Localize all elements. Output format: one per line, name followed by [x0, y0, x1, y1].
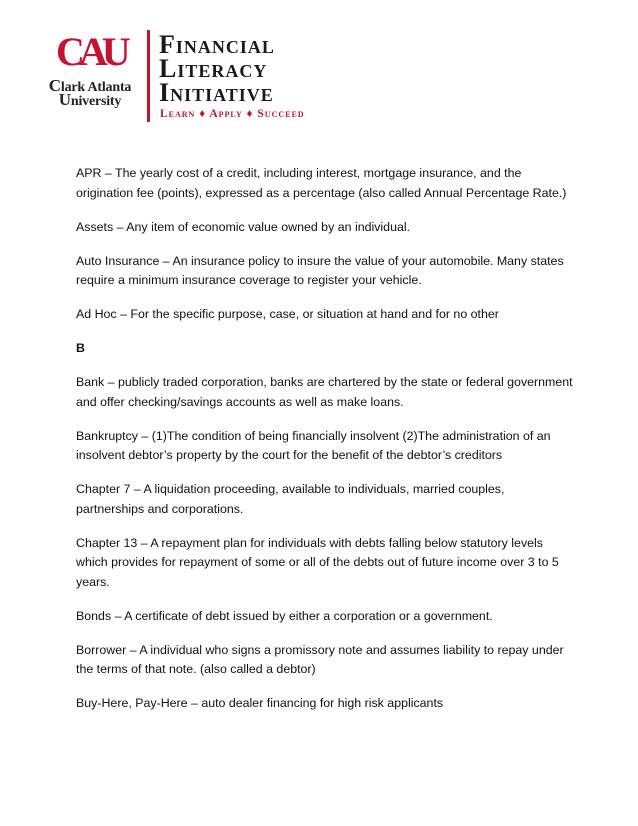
glossary-content [76, 164, 576, 728]
glossary-entry-bankruptcy: Bankruptcy – (1)The condition of being financially insolvent (2)The administration of an insolvent debtor’s property by the court for the benefit of the debtor’s creditors [76, 428, 551, 462]
clark-atlanta-logo [30, 28, 150, 124]
glossary-entry-auto-insurance: Auto Insurance – An insurance policy to insure the value of your automobile. Many states require a minimum insurance coverage to register your vehicle. [76, 253, 564, 287]
title-line-financial: Financial [159, 30, 275, 59]
glossary-entry-borrower: Borrower – A individual who signs a promissory note and assumes liability to repay under the terms of that note. (also called a debtor) [76, 642, 564, 676]
title-line-literacy: Literacy [159, 54, 268, 83]
cau-monogram: CAU [56, 29, 125, 74]
title-line-initiative: Initiative [159, 78, 274, 107]
glossary-entry-assets: Assets – Any item of economic value owned by an individual. [76, 219, 411, 234]
header-logo [28, 26, 348, 126]
section-letter-b: B [76, 341, 85, 355]
glossary-entry-chapter-13: Chapter 13 – A repayment plan for individuals with debts falling below statutory levels which provides for repayment of some or all of the debts out of future income over 3 to 5 years. [76, 535, 559, 589]
glossary-entry-buy-here-pay-here: Buy-Here, Pay-Here – auto dealer financing for high risk applicants [76, 696, 444, 710]
glossary-entry-apr: APR – The yearly cost of a credit, including interest, mortgage insurance, and the origination fee (points), expressed as a percentage (also called Annual Percentage Rate.) [76, 166, 567, 200]
tagline: Learn ♦ Apply ♦ Succeed [160, 108, 305, 120]
glossary-entry-chapter-7: Chapter 7 – A liquidation proceeding, available to individuals, married couples, partnerships and corporations. [76, 482, 505, 516]
university-name-line1: Clark Atlanta [48, 76, 132, 95]
glossary-entry-bank: Bank – publicly traded corporation, banks are chartered by the state or federal government and offer checking/savings accounts as well as make loans. [76, 375, 573, 409]
logo-divider [147, 30, 150, 122]
university-name-line2: University [58, 90, 122, 109]
glossary-entry-bonds: Bonds – A certificate of debt issued by either a corporation or a government. [76, 608, 493, 623]
glossary-entry-ad-hoc: Ad Hoc – For the specific purpose, case, or situation at hand and for no other [76, 307, 499, 321]
